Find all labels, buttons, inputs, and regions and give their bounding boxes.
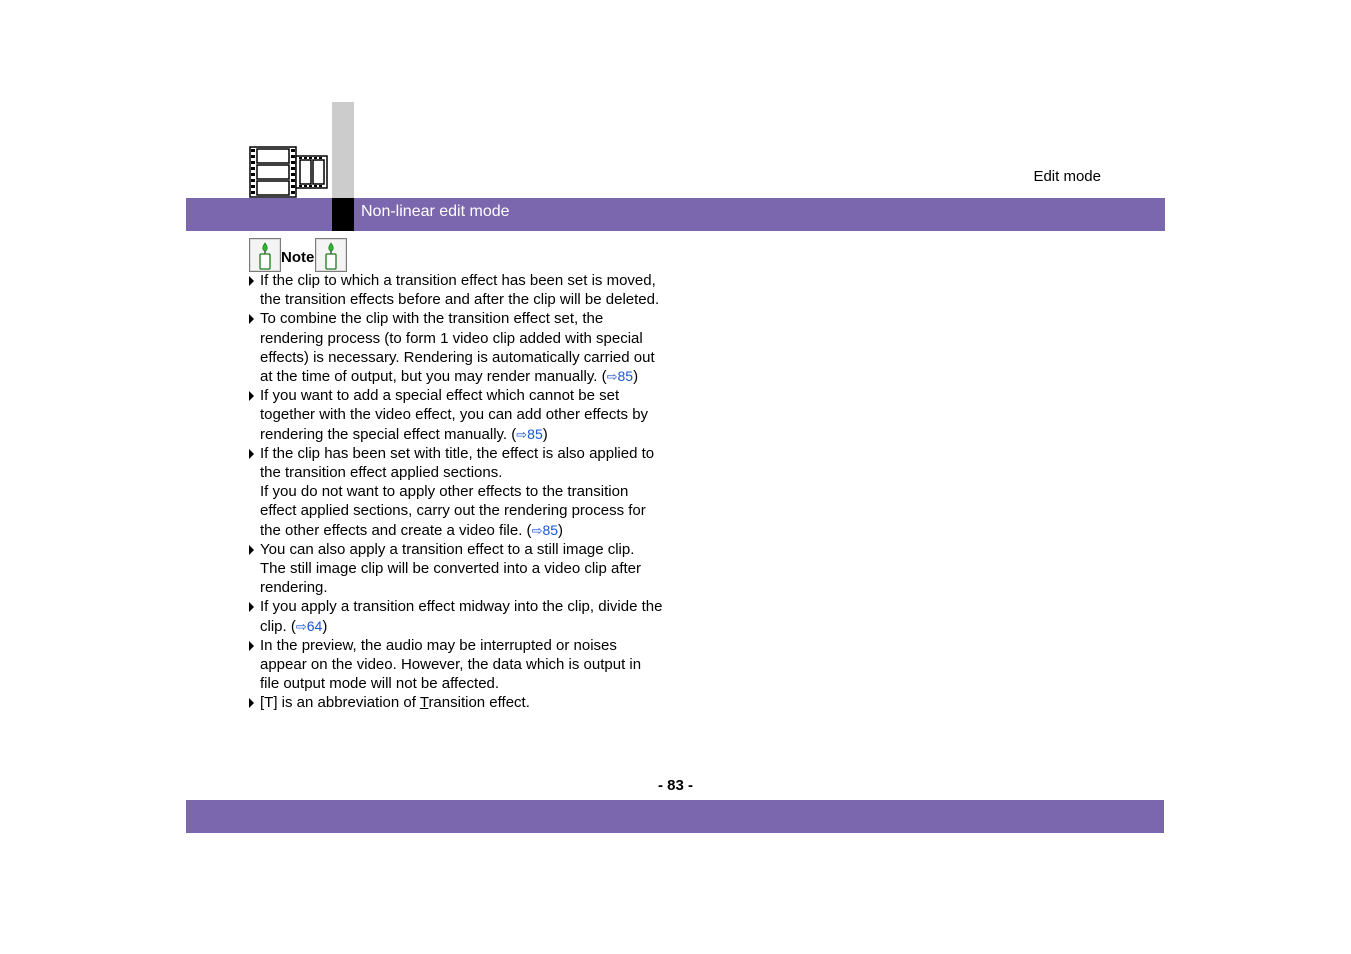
bullet-arrow-icon <box>249 641 254 651</box>
list-item: In the preview, the audio may be interrupted or noises appear on the video. However, the data which is output in file output mode will not be affected. <box>248 636 663 694</box>
bullet-arrow-icon <box>249 602 254 612</box>
bullet-arrow-icon <box>249 314 254 324</box>
page-reference-link[interactable]: ⇨85 <box>606 368 634 385</box>
header-marker <box>332 198 354 231</box>
list-item: If the clip to which a transition effect has been set is moved, the transition effects before and after the clip will be deleted. <box>248 271 663 309</box>
list-item: If the clip has been set with title, the effect is also applied to the transition effect applied sections. If you do not want to apply other effects to the transition effect applied sections, carry out the rendering process for the other effects and create a video file. (⇨85) <box>248 444 663 540</box>
list-item: If you want to add a special effect which cannot be set together with the video effect, you can add other effects by rendering the special effect manually. (⇨85) <box>248 386 663 444</box>
bullet-arrow-icon <box>249 276 254 286</box>
header-gray-strip <box>332 102 354 198</box>
arrow-right-icon: ⇨ <box>606 369 618 385</box>
arrow-right-icon: ⇨ <box>531 522 543 538</box>
bullet-arrow-icon <box>249 449 254 459</box>
arrow-right-icon: ⇨ <box>516 426 528 442</box>
arrow-right-icon: ⇨ <box>295 618 307 634</box>
page-reference-link[interactable]: ⇨64 <box>295 617 323 634</box>
bullet-arrow-icon <box>249 391 254 401</box>
list-item: To combine the clip with the transition effect set, the rendering process (to form 1 video clip added with special effects) is necessary. Rendering is automatically carried out at the time of output, but you may render manually. (⇨85) <box>248 309 663 386</box>
note-list <box>248 271 663 713</box>
section-label: Edit mode <box>1033 168 1101 185</box>
page-number: - 83 - <box>657 777 693 794</box>
note-heading <box>249 238 347 272</box>
bullet-arrow-icon <box>249 545 254 555</box>
candle-icon <box>315 238 347 272</box>
list-item: If you apply a transition effect midway into the clip, divide the clip. (⇨64) <box>248 597 663 635</box>
film-strip-icon <box>249 146 329 198</box>
note-label: Note <box>281 249 315 266</box>
candle-icon <box>249 238 281 272</box>
footer-band <box>186 800 1164 833</box>
list-item: You can also apply a transition effect to a still image clip. The still image clip will be converted into a video clip after rendering. <box>248 540 663 598</box>
page-reference-link[interactable]: ⇨85 <box>531 521 559 538</box>
list-item: [T] is an abbreviation of Transition effect. <box>248 693 663 712</box>
bullet-arrow-icon <box>249 698 254 708</box>
page-reference-link[interactable]: ⇨85 <box>516 425 543 442</box>
page-title: Non-linear edit mode <box>361 203 510 220</box>
